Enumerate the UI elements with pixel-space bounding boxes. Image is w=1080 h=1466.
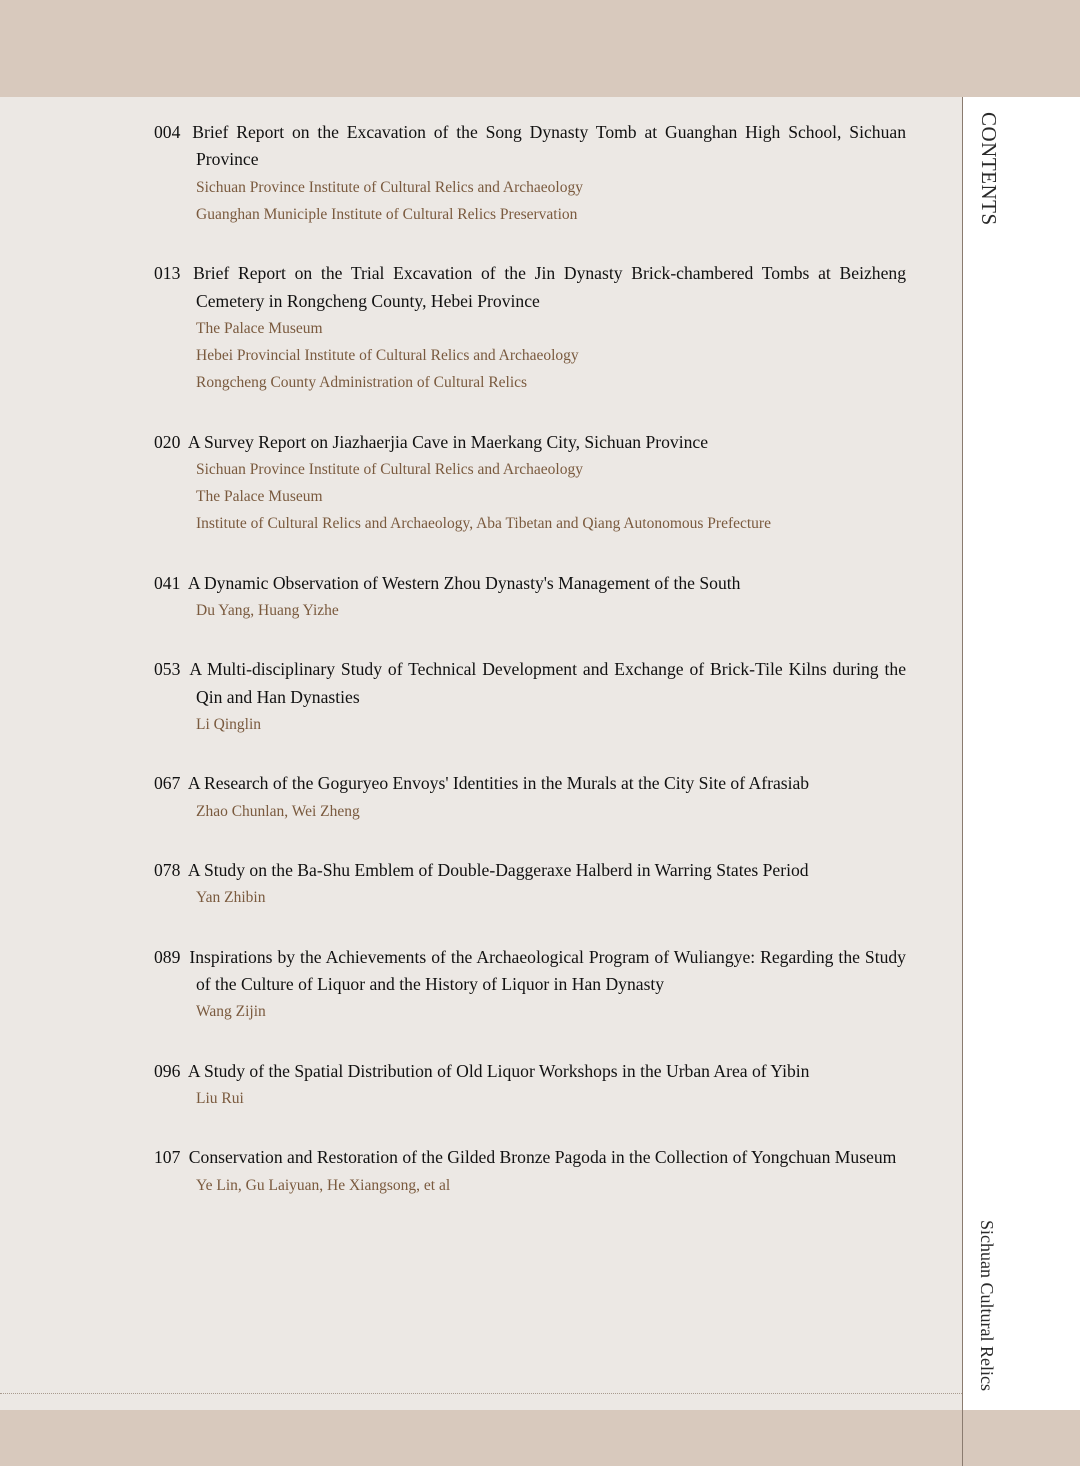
contents-heading: CONTENTS — [977, 112, 1001, 226]
toc-entry-heading — [154, 770, 906, 797]
dotted-divider — [0, 1393, 962, 1394]
toc-entry[interactable] — [154, 770, 906, 825]
toc-entry-heading — [154, 656, 906, 711]
toc-entry-heading — [154, 570, 906, 597]
toc-entry-heading — [154, 1144, 906, 1171]
toc-article-title[interactable]: Conservation and Restoration of the Gilded Bronze Pagoda in the Collection of Yongchuan Museum — [188, 1147, 897, 1168]
toc-entry[interactable] — [154, 944, 906, 1026]
toc-author: Sichuan Province Institute of Cultural Relics and Archaeology — [196, 461, 583, 479]
toc-article-title[interactable]: Brief Report on the Trial Excavation of the Jin Dynasty Brick-chambered Tombs at Beizheng Cemetery in Rongcheng County, Hebei Province — [193, 263, 906, 311]
toc-article-title[interactable]: Inspirations by the Achievements of the Archaeological Program of Wuliangye: Regarding the Study of the Culture of Liquor and the History of Liquor in Han Dynasty — [189, 946, 906, 994]
toc-author: Yan Zhibin — [196, 889, 266, 907]
toc-author: Guanghan Municiple Institute of Cultural Relics Preservation — [196, 206, 578, 224]
toc-entry[interactable] — [154, 857, 906, 912]
toc-author: Liu Rui — [196, 1089, 244, 1107]
toc-author: Li Qinglin — [196, 716, 262, 734]
toc-entry-heading — [154, 119, 906, 174]
toc-author: The Palace Museum — [196, 488, 323, 506]
toc-author: Du Yang, Huang Yizhe — [196, 602, 339, 620]
toc-author: Wang Zijin — [196, 1003, 266, 1021]
toc-page-number: 078 — [154, 859, 181, 880]
toc-entry-heading — [154, 429, 906, 456]
toc-author: Sichuan Province Institute of Cultural Relics and Archaeology — [196, 178, 583, 196]
toc-entry[interactable] — [154, 570, 906, 625]
toc-article-title[interactable]: Brief Report on the Excavation of the Song Dynasty Tomb at Guanghan High School, Sichuan Province — [192, 122, 906, 170]
toc-page-number: 020 — [154, 431, 181, 452]
toc-author: Ye Lin, Gu Laiyuan, He Xiangsong, et al — [196, 1176, 451, 1194]
header-band — [0, 0, 1080, 97]
toc-article-title[interactable]: A Multi-disciplinary Study of Technical Development and Exchange of Brick-Tile Kilns during the Qin and Han Dynasties — [189, 659, 906, 707]
toc-page-number: 053 — [154, 659, 181, 680]
toc-article-title[interactable]: A Study of the Spatial Distribution of Old Liquor Workshops in the Urban Area of Yibin — [187, 1060, 810, 1081]
toc-article-title[interactable]: A Dynamic Observation of Western Zhou Dynasty's Management of the South — [187, 572, 741, 593]
toc-author: Zhao Chunlan, Wei Zheng — [196, 802, 360, 820]
toc-article-title[interactable]: A Research of the Goguryeo Envoys' Identities in the Murals at the City Site of Afrasiab — [187, 773, 810, 794]
toc-entry[interactable] — [154, 656, 906, 738]
toc-entry-heading — [154, 944, 906, 999]
table-of-contents — [154, 119, 906, 1231]
toc-page-number: 041 — [154, 572, 181, 593]
footer-band — [0, 1410, 1080, 1466]
toc-entry-heading — [154, 1058, 906, 1085]
side-panel — [962, 97, 1080, 1410]
toc-page-number: 107 — [154, 1147, 181, 1168]
toc-author: Rongcheng County Administration of Cultural Relics — [196, 374, 528, 392]
toc-entry[interactable] — [154, 1144, 906, 1199]
toc-page-number: 013 — [154, 263, 181, 284]
toc-page-number: 096 — [154, 1060, 181, 1081]
toc-author: The Palace Museum — [196, 320, 323, 338]
toc-entry-heading — [154, 857, 906, 884]
toc-page-number: 089 — [154, 946, 181, 967]
vertical-divider — [962, 97, 963, 1466]
toc-entry[interactable] — [154, 1058, 906, 1113]
journal-name: Sichuan Cultural Relics — [977, 1220, 997, 1391]
toc-author: Hebei Provincial Institute of Cultural Relics and Archaeology — [196, 347, 579, 365]
toc-page-number: 004 — [154, 122, 181, 142]
toc-author: Institute of Cultural Relics and Archaeology, Aba Tibetan and Qiang Autonomous Prefecture — [196, 515, 771, 533]
toc-entry-heading — [154, 260, 906, 315]
toc-article-title[interactable]: A Study on the Ba-Shu Emblem of Double-Daggeraxe Halberd in Warring States Period — [187, 859, 809, 880]
toc-page-number: 067 — [154, 773, 181, 794]
toc-article-title[interactable]: A Survey Report on Jiazhaerjia Cave in Maerkang City, Sichuan Province — [187, 431, 709, 452]
toc-entry[interactable] — [154, 429, 906, 538]
toc-entry[interactable] — [154, 119, 906, 228]
toc-entry[interactable] — [154, 260, 906, 396]
